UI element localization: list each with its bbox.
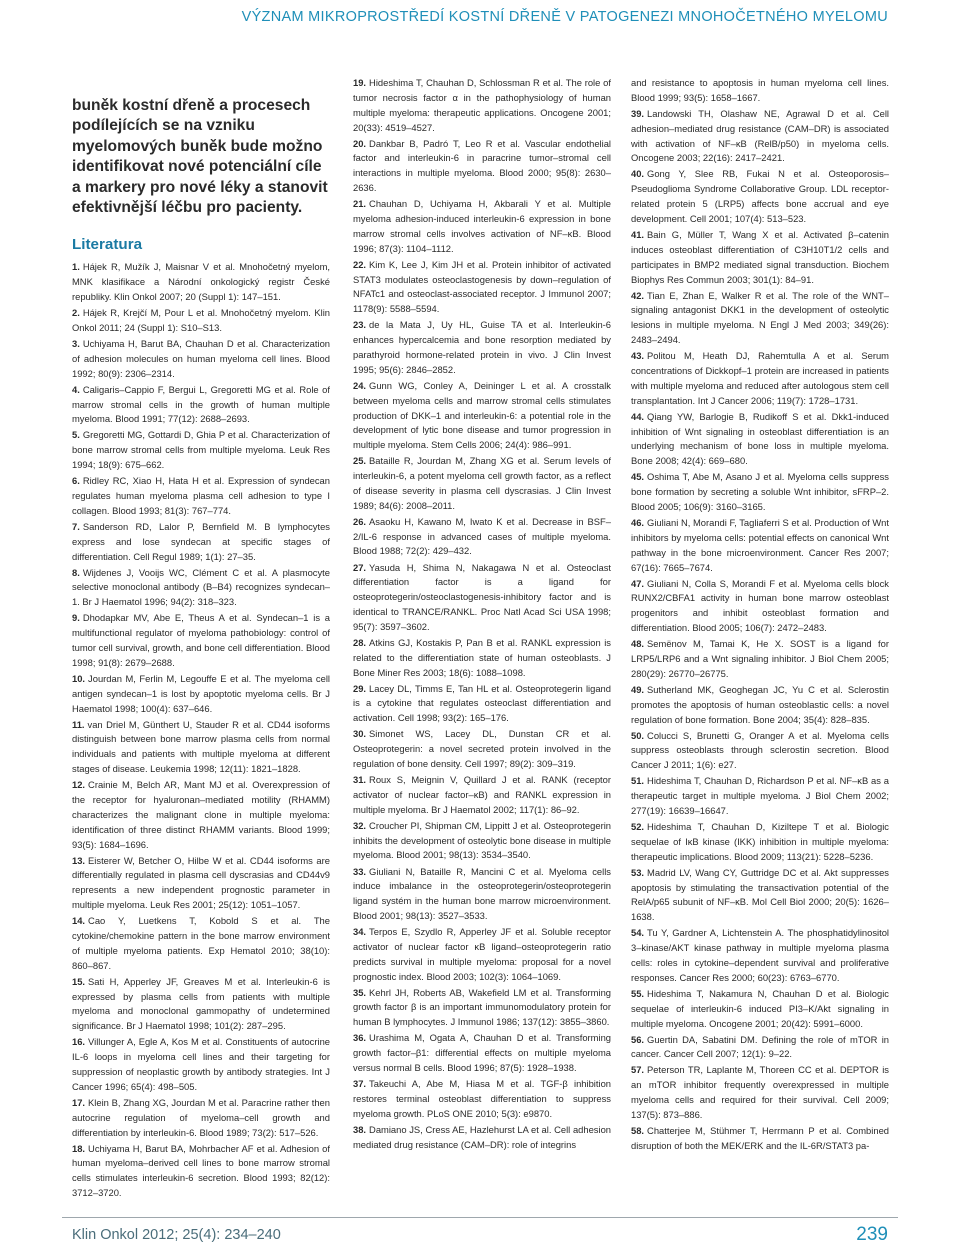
reference-number: 19.: [353, 77, 367, 88]
reference-item: [631, 774, 889, 819]
reference-number: 12.: [72, 779, 86, 791]
reference-text: Urashima M, Ogata A, Chauhan D et al. Transforming growth factor–β1: differential effects on multiple myeloma versus normal B cells. Blood 1996; 87(5): 1928–1938.: [353, 1032, 611, 1074]
reference-number: 6.: [72, 475, 80, 487]
reference-number: 43.: [631, 350, 645, 362]
reference-item: [72, 306, 330, 336]
reference-text: Croucher PI, Shipman CM, Lippitt J et al. Osteoprotegerin inhibits the development of osteolytic bone disease in multiple myeloma. Blood 2001; 98(13): 3534–3540.: [353, 819, 611, 861]
reference-text: Lacey DL, Timms E, Tan HL et al. Osteoprotegerin ligand is a cytokine that regulates osteoclast differentiation and activation. Cell 1998; 93(2): 165–176.: [353, 682, 611, 724]
reference-number: 45.: [631, 471, 645, 483]
reference-text: Sutherland MK, Geoghegan JC, Yu C et al. Sclerostin promotes the apoptosis of human osteoblastic cells: a novel regulation of bone formation. Bone 2004; 35(4): 828–835.: [631, 683, 889, 725]
reference-item: [72, 566, 330, 611]
reference-text: Giuliani N, Morandi F, Tagliaferri S et al. Production of Wnt inhibitors by myeloma cells: potential effects on canonical Wnt pathway in the bone microenvironment. Cancer Res 2007; 67(16): 7665–7674.: [631, 516, 889, 573]
reference-text: Hájek R, Mužík J, Maisnar V et al. Mnohočetný myelom, MNK klasifikace a Národní onkologický registr České republiky. Klin Onkol 2007; 20 (Suppl 1): 147–151.: [72, 261, 330, 303]
reference-item: [72, 383, 330, 428]
reference-number: 41.: [631, 229, 645, 240]
reference-item: [72, 260, 330, 305]
reference-text: Takeuchi A, Abe M, Hiasa M et al. TGF-β inhibition restores terminal osteoblast differentiation to suppress myeloma growth. PLoS ONE 2010; 5(3): e9870.: [353, 1078, 611, 1119]
page-number: 239: [856, 1224, 888, 1245]
reference-number: 18.: [72, 1142, 86, 1154]
reference-number: 7.: [72, 520, 80, 532]
reference-item: [72, 1142, 330, 1201]
reference-text: Gong Y, Slee RB, Fukai N et al. Osteoporosis–Pseudoglioma Syndrome Collaborative Group. LDL receptor-related protein 5 (LRP5) affects bone accrual and eye development. Cell 2001; 107(4): 513–523.: [631, 168, 889, 224]
reference-number: 33.: [353, 865, 367, 877]
reference-item: [631, 470, 889, 515]
reference-text: Kim K, Lee J, Kim JH et al. Protein inhibitor of activated STAT3 modulates osteoclastogenesis by down–regulation of NFATc1 and osteoclast-associated receptor. J Immunol 2007; 1178(9): 5588–5594.: [353, 258, 611, 315]
reference-item: [353, 682, 611, 727]
reference-number: 50.: [631, 729, 645, 741]
reference-text: Hideshima T, Chauhan D, Richardson P et al. NF–κB as a therapeutic target in multiple myeloma. J Biol Chem 2002; 277(19): 16639–16647.: [631, 775, 889, 816]
reference-text: Damiano JS, Cress AE, Hazlehurst LA et al. Cell adhesion mediated drug resistance (CAM–DR): role of integrins: [353, 1123, 611, 1150]
reference-text: Cao Y, Luetkens T, Kobold S et al. The cytokine/chemokine pattern in the bone marrow environment of multiple myeloma patients. Exp Hematol 2010; 38(10): 860–867.: [72, 915, 330, 971]
reference-text: Yasuda H, Shima N, Nakagawa N et al. Osteoclast differentiation factor is a ligand for osteoprotegerin/osteoclastogenesis-inhibitory factor and is identical to TRANCE/RANKL. Proc Natl Acad Sci USA 1998; 95(7): 3597–3602.: [353, 561, 611, 632]
reference-number: 42.: [631, 289, 645, 301]
reference-number: 58.: [631, 1124, 645, 1136]
reference-text: Hideshima T, Chauhan D, Kiziltepe T et al. Biologic sequelae of IκB kinase (IKK) inhibition in multiple myeloma: therapeutic implications. Blood 2009; 113(21): 5228–5236.: [631, 820, 889, 862]
column-left: [72, 76, 330, 1202]
reference-text: Klein B, Zhang XG, Jourdan M et al. Paracrine rather then autocrine regulation of myeloma–cell growth and differentiation by interleukin-6. Blood 1989; 73(2): 517–526.: [72, 1096, 330, 1138]
reference-number: 35.: [353, 986, 367, 998]
reference-number: 48.: [631, 638, 645, 650]
reference-number: 23.: [353, 319, 367, 331]
reference-text: Terpos E, Szydlo R, Apperley JF et al. Soluble receptor activator of nuclear factor κB ligand–osteoprotegerin ratio predicts survival in multiple myeloma: proposal for a novel prognostic index. Blood 2003; 102(3): 1064–1069.: [353, 926, 611, 982]
reference-number: 44.: [631, 410, 645, 422]
column-middle: [353, 76, 611, 1154]
reference-item: [72, 611, 330, 670]
reference-item: [353, 865, 611, 924]
reference-item: [72, 854, 330, 913]
reference-number: 37.: [353, 1078, 367, 1090]
reference-item: [353, 379, 611, 453]
reference-number: 21.: [353, 198, 367, 210]
reference-number: 20.: [353, 137, 367, 149]
footer-citation: Klin Onkol 2012; 25(4): 234–240: [72, 1227, 281, 1243]
reference-text: Atkins GJ, Kostakis P, Pan B et al. RANKL expression is related to the differentiation state of human osteoblasts. J Bone Miner Res 2003; 18(6): 1088–1098.: [353, 636, 611, 678]
reference-number: 55.: [631, 987, 645, 999]
reference-text: Semënov M, Tamai K, He X. SOST is a ligand for LRP5/LRP6 and a Wnt signaling inhibitor. J Biol Chem 2005; 280(29): 26770–26775.: [631, 638, 889, 679]
reference-item: [631, 228, 889, 287]
reference-item: [72, 672, 330, 717]
reference-text: Bain G, Müller T, Wang X et al. Activated β–catenin induces osteoblast differentiation of C3H10T1/2 cells and participates in BMP2 mediated signal transduction. Biochem Biophys Res Commun 2003; 301(1): 84–91.: [631, 229, 889, 285]
reference-item: [631, 349, 889, 408]
reference-text: Giuliani N, Bataille R, Mancini C et al. Myeloma cells induce imbalance in the osteoprotegerin/osteoprotegerin ligand systém in the human bone marrow microenvironment. Blood 2001; 98(13): 3527–3533.: [353, 865, 611, 922]
reference-item: [353, 925, 611, 984]
reference-list: [353, 76, 611, 1152]
reference-text: Ridley RC, Xiao H, Hata H et al. Expression of syndecan regulates human myeloma plasma cell adhesion to type I collagen. Blood 1993; 81(3): 767–774.: [72, 475, 330, 516]
reference-number: 38.: [353, 1123, 367, 1135]
reference-item: [631, 820, 889, 865]
reference-number: 10.: [72, 672, 86, 684]
reference-text: Wijdenes J, Vooijs WC, Clément C et al. A plasmocyte selective monoclonal antibody (B–B4) recognizes syndecan–1. Br J Haematol 1996; 94(2): 318–323.: [72, 566, 330, 608]
reference-text: de la Mata J, Uy HL, Guise TA et al. Interleukin-6 enhances hypercalcemia and bone resorption mediated by parathyroid hormone-related protein in vivo. J Clin Invest 1995; 95(6): 2846–2852.: [353, 319, 611, 375]
reference-number: 54.: [631, 927, 645, 939]
reference-number: 15.: [72, 975, 86, 987]
reference-item: [631, 167, 889, 226]
reference-number: 3.: [72, 338, 80, 350]
reference-item: [631, 637, 889, 682]
column-right: [631, 76, 889, 1155]
reference-text: Giuliani N, Colla S, Morandi F et al. Myeloma cells block RUNX2/CBFA1 activity in human bone marrow osteoblast progenitors and inhibit osteoblast formation and differentiation. Blood 2005; 106(7): 2472–2483.: [631, 577, 889, 634]
reference-text: Chauhan D, Uchiyama H, Akbarali Y et al. Multiple myeloma adhesion-induced interleukin-6 expression in bone marrow stromal cells involves activation of NF–κB. Blood 1996; 87(3): 1104–1112.: [353, 198, 611, 254]
reference-item: [353, 258, 611, 317]
reference-item: [353, 137, 611, 196]
reference-item: [353, 1077, 611, 1122]
reference-text: Sanderson RD, Lalor P, Bernfield M. B lymphocytes express and lose syndecan at specific stages of differentiation. Cell Regul 1989; 1(1): 27–35.: [72, 520, 330, 562]
reference-text: Hájek R, Krejčí M, Pour L et al. Mnohočetný myelom. Klin Onkol 2011; 24 (Suppl 1): S10–S13.: [72, 307, 330, 333]
reference-number: 27.: [353, 561, 367, 573]
reference-number: 36.: [353, 1032, 367, 1044]
reference-item: [72, 975, 330, 1034]
reference-item: [631, 76, 889, 106]
reference-text: Uchiyama H, Barut BA, Mohrbacher AF et al. Adhesion of human myeloma–derived cell lines to bone marrow stromal cells stimulates interleukin-6 secretion. Blood 1993; 82(12): 3712–3720.: [72, 1142, 330, 1199]
reference-text: Dhodapkar MV, Abe E, Theus A et al. Syndecan–1 is a multifunctional regulator of myeloma pathobiology: control of tumor cell survival, growth, and bone cell differentiation. Blood 1998; 91(8): 2679–2688.: [72, 612, 330, 668]
reference-item: [353, 454, 611, 513]
reference-text: Gunn WG, Conley A, Deininger L et al. A crosstalk between myeloma cells and marrow stromal cells stimulates production of DKK–1 and interleukin-6: a potential role in the development of lytic bone disease and tumor progression in multiple myeloma. Stem Cells 2006; 24(4): 986–991.: [353, 379, 611, 451]
reference-number: 24.: [353, 379, 367, 391]
reference-number: 9.: [72, 612, 80, 624]
reference-item: [631, 1063, 889, 1122]
reference-item: [631, 987, 889, 1032]
reference-text: Jourdan M, Ferlin M, Legouffe E et al. The myeloma cell antigen syndecan–1 is lost by apoptotic myeloma cells. Br J Haematol 1998; 100(4): 637–646.: [72, 672, 330, 714]
reference-number: 25.: [353, 455, 367, 467]
reference-number: 51.: [631, 775, 645, 787]
reference-number: 57.: [631, 1064, 645, 1076]
reference-text: Eisterer W, Betcher O, Hilbe W et al. CD44 isoforms are differentially regulated in plasma cell dyscrasias and CD44v9 represents a new independent prognostic parameter in multiple myeloma. Leuk Res 2001; 25(12): 1051–1057.: [72, 854, 330, 911]
running-head: VÝZNAM MIKROPROSTŘEDÍ KOSTNÍ DŘENĚ V PATOGENEZI MNOHOČETNÉHO MYELOMU: [241, 9, 888, 25]
reference-item: [631, 683, 889, 728]
reference-text: and resistance to apoptosis in human myeloma cell lines. Blood 1999; 93(5): 1658–1667.: [631, 77, 889, 103]
reference-item: [72, 428, 330, 473]
reference-number: 32.: [353, 819, 367, 831]
reference-item: [72, 474, 330, 519]
reference-number: 30.: [353, 728, 367, 740]
reference-text: Madrid LV, Wang CY, Guttridge DC et al. Akt suppresses apoptosis by stimulating the transactivation potential of the RelA/p65 subunit of NF–κB. Mol Cell Biol 2000; 20(5): 1626–1638.: [631, 866, 889, 923]
reference-text: Tu Y, Gardner A, Lichtenstein A. The phosphatidylinositol 3–kinase/AKT kinase pathway in multiple myeloma plasma cells: roles in cytokine–dependent survival and proliferative responses. Cancer Res 2000; 60(23): 6763–6770.: [631, 927, 889, 983]
reference-number: 8.: [72, 566, 80, 578]
reference-text: Peterson TR, Laplante M, Thoreen CC et al. DEPTOR is an mTOR inhibitor frequently overexpressed in multiple myeloma cells and required for their survival. Cell 2009; 137(5): 873–886.: [631, 1064, 889, 1120]
reference-item: [631, 107, 889, 166]
reference-number: 22.: [353, 258, 367, 270]
reference-item: [631, 516, 889, 575]
reference-text: Roux S, Meignin V, Quillard J et al. RANK (receptor activator of nuclear factor–κB) and RANKL expression in multiple myeloma. Br J Haematol 2002; 117(1): 86–92.: [353, 774, 611, 815]
reference-text: van Driel M, Günthert U, Stauder R et al. CD44 isoforms distinguish between bone marrow plasma cells from normal individuals and patients with multiple myeloma at different stages of disease. Leukemia 1998; 12(11): 1821–1828.: [72, 718, 330, 775]
reference-list: [631, 76, 889, 1154]
reference-list: [72, 260, 330, 1201]
reference-text: Bataille R, Jourdan M, Zhang XG et al. Serum levels of interleukin-6, a potent myeloma cell growth factor, as a reflect of disease severity in plasma cell dyscrasias. J Clin Invest 1989; 84(6): 2008–2011.: [353, 455, 611, 511]
reference-text: Guertin DA, Sabatini DM. Defining the role of mTOR in cancer. Cancer Cell 2007; 12(1): 9–22.: [631, 1033, 889, 1060]
reference-item: [631, 410, 889, 469]
reference-text: Oshima T, Abe M, Asano J et al. Myeloma cells suppress bone formation by secreting a soluble Wnt inhibitor, sFRP–2. Blood 2005; 106(9): 3160–3165.: [631, 471, 889, 512]
reference-number: 14.: [72, 915, 86, 927]
reference-number: 13.: [72, 854, 86, 866]
reference-text: Kehrl JH, Roberts AB, Wakefield LM et al. Transforming growth factor β is an important immunomodulatory protein for human B lymphocytes. J Immunol 1986; 137(12): 3855–3860.: [353, 986, 611, 1028]
reference-item: [631, 289, 889, 348]
reference-item: [631, 729, 889, 774]
reference-item: [72, 337, 330, 382]
reference-number: 47.: [631, 577, 645, 589]
reference-item: [353, 773, 611, 818]
reference-item: [631, 866, 889, 925]
reference-text: Chatterjee M, Stühmer T, Herrmann P et al. Combined disruption of both the MEK/ERK and the IL-6R/STAT3 pa-: [631, 1124, 889, 1151]
reference-item: [353, 1123, 611, 1153]
reference-number: 31.: [353, 774, 367, 786]
reference-item: [72, 1035, 330, 1094]
footer-divider: [62, 1217, 898, 1218]
reference-text: Crainie M, Belch AR, Mant MJ et al. Overexpression of the receptor for hyaluronan–mediated motility (RHAMM) characterizes the malignant clone in multiple myeloma: identification of three distinct RHAMM variants. Blood 1999; 93(5): 1684–1696.: [72, 779, 330, 850]
reference-text: Landowski TH, Olashaw NE, Agrawal D et al. Cell adhesion–mediated drug resistance (CAM–DR) is associated with activation of NF–κB (RelB/p50) in myeloma cells. Oncogene 2003; 22(16): 2417–2421.: [631, 107, 889, 164]
reference-number: 34.: [353, 926, 367, 938]
reference-number: 2.: [72, 307, 80, 319]
reference-number: 26.: [353, 515, 367, 527]
reference-item: [353, 636, 611, 681]
reference-item: [353, 318, 611, 377]
reference-item: [353, 561, 611, 635]
section-heading: Literatura: [72, 236, 143, 254]
reference-text: Colucci S, Brunetti G, Oranger A et al. Myeloma cells suppress osteoblasts through sclerostin secretion. Blood Cancer J 2011; 1(6): e27.: [631, 729, 889, 771]
reference-item: [631, 1033, 889, 1063]
reference-text: Politou M, Heath DJ, Rahemtulla A et al. Serum concentrations of Dickkopf–1 protein are increased in patients with multiple myeloma and reduced after autologous stem cell transplantation. Int J Cancer 2006; 119(7): 1728–1731.: [631, 350, 889, 406]
reference-number: 5.: [72, 429, 80, 441]
reference-number: 11.: [72, 718, 85, 730]
reference-text: Gregoretti MG, Gottardi D, Ghia P et al. Characterization of bone marrow stromal cells from multiple myeloma. Leuk Res 1994; 18(9): 675–662.: [72, 429, 330, 471]
reference-text: Hideshima T, Chauhan D, Schlossman R et al. The role of tumor necrosis factor α in the pathophysiology of human multiple myeloma: therapeutic applications. Oncogene 2001; 20(33): 4519–4527.: [353, 77, 611, 133]
reference-item: [353, 986, 611, 1031]
reference-item: [72, 718, 330, 777]
reference-item: [72, 1096, 330, 1141]
reference-item: [353, 515, 611, 560]
reference-item: [631, 926, 889, 985]
reference-text: Tian E, Zhan E, Walker R et al. The role of the WNT–signaling antagonist DKK1 in the development of osteolytic lesions in multiple myeloma. N Engl J Med 2003; 349(26): 2483–2494.: [631, 289, 889, 346]
reference-number: 39.: [631, 107, 645, 119]
reference-text: Qiang YW, Barlogie B, Rudikoff S et al. Dkk1-induced inhibition of Wnt signaling in osteoblast differentiation is an underlying mechanism of bone loss in multiple myeloma. Bone 2008; 42(4): 669–680.: [631, 410, 889, 467]
reference-text: Caligaris–Cappio F, Bergui L, Gregoretti MG et al. Role of marrow stromal cells in the growth of human multiple myeloma. Blood 1991; 77(12): 2688–2693.: [72, 383, 330, 425]
reference-item: [72, 778, 330, 852]
reference-number: 40.: [631, 168, 645, 180]
reference-item: [631, 577, 889, 636]
reference-text: Villunger A, Egle A, Kos M et al. Constituents of autocrine IL-6 loops in myeloma cell lines and their targeting for suppression of neoplastic growth by antibody strategies. Int J Cancer 1996; 65(4): 498–505.: [72, 1036, 330, 1092]
reference-item: [353, 819, 611, 864]
reference-item: [353, 197, 611, 256]
reference-number: 4.: [72, 383, 80, 395]
reference-text: Sati H, Apperley JF, Greaves M et al. Interleukin-6 is expressed by plasma cells from patients with multiple myeloma and monoclonal gammopathy of undetermined significance. Br J Haematol 1998; 101(2): 287–295.: [72, 975, 330, 1032]
reference-number: 1.: [72, 261, 80, 273]
reference-item: [72, 914, 330, 973]
reference-number: 17.: [72, 1096, 86, 1108]
reference-item: [72, 520, 330, 565]
intro-paragraph: buněk kostní dřeně a procesech podílejících se na vzniku myelomových buněk bude možno identifikovat nové potenciální cíle a markery pro nové léky a stanovit efektivnější léčbu pro pacienty.: [72, 97, 328, 217]
reference-number: 28.: [353, 636, 367, 648]
reference-number: 56.: [631, 1033, 645, 1045]
reference-number: 49.: [631, 683, 645, 695]
reference-number: 52.: [631, 820, 645, 832]
reference-number: 16.: [72, 1036, 86, 1048]
reference-number: 53.: [631, 866, 645, 878]
reference-text: Uchiyama H, Barut BA, Chauhan D et al. Characterization of adhesion molecules on human myeloma cell lines. Blood 1992; 80(9): 2306–2314.: [72, 338, 330, 379]
reference-item: [353, 76, 611, 135]
reference-text: Asaoku H, Kawano M, Iwato K et al. Decrease in BSF–2/IL-6 response in advanced cases of multiple myeloma. Blood 1988; 72(2): 429–432.: [353, 515, 611, 557]
reference-text: Simonet WS, Lacey DL, Dunstan CR et al. Osteoprotegerin: a novel secreted protein involved in the regulation of bone density. Cell 1997; 89(2): 309–319.: [353, 728, 611, 770]
reference-item: [353, 727, 611, 772]
reference-item: [353, 1031, 611, 1076]
reference-number: 29.: [353, 682, 367, 694]
reference-item: [631, 1124, 889, 1154]
reference-text: Hideshima T, Nakamura N, Chauhan D et al. Biologic sequelae of interleukin-6 induced PI3–K/Akt signaling in multiple myeloma. Oncogene 2001; 20(42): 5991–6000.: [631, 987, 889, 1029]
reference-text: Dankbar B, Padró T, Leo R et al. Vascular endothelial factor and interleukin-6 in paracrine tumor–stromal cell interactions in multiple myeloma. Blood 2000; 95(8): 2630–2636.: [353, 137, 611, 194]
reference-number: 46.: [631, 516, 645, 528]
